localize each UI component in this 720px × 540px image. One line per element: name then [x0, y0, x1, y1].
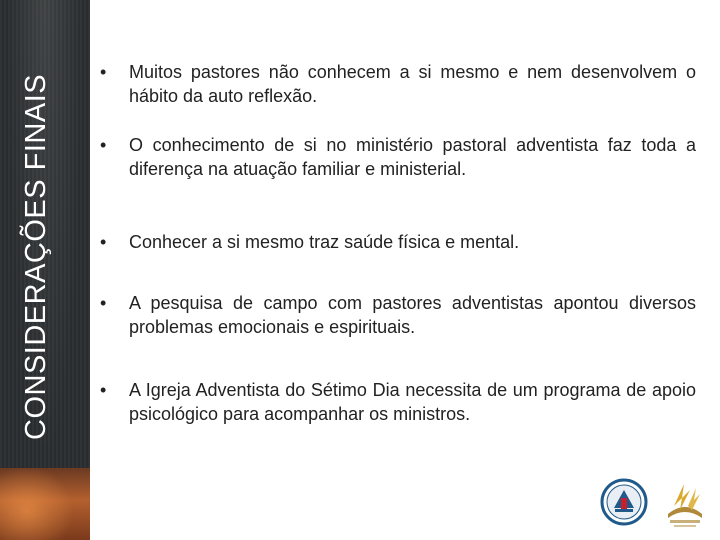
- bullet-text: A pesquisa de campo com pastores adventistas apontou diversos problemas emocionais e espirituais.: [129, 293, 696, 337]
- bullet-text: A Igreja Adventista do Sétimo Dia necessita de um programa de apoio psicológico para acompanhar os ministros.: [129, 380, 696, 424]
- slide-title: CONSIDERAÇÕES FINAIS: [20, 73, 52, 440]
- sidebar-accent-block: [0, 468, 90, 540]
- bullet-text: Muitos pastores não conhecem a si mesmo e nem desenvolvem o hábito da auto reflexão.: [129, 62, 696, 106]
- bullet-item: [100, 60, 696, 108]
- bullet-dot: •: [100, 380, 107, 400]
- bullet-item: [100, 133, 696, 181]
- institution-seal-icon: [600, 478, 648, 526]
- bullet-item: [100, 378, 696, 426]
- bullet-dot: •: [100, 135, 107, 155]
- bullet-item: [100, 230, 696, 254]
- bullet-text: Conhecer a si mesmo traz saúde física e mental.: [129, 232, 520, 252]
- bullet-item: [100, 291, 696, 339]
- bullet-dot: •: [100, 232, 107, 252]
- adventist-church-logo-icon: [660, 476, 710, 532]
- bullet-dot: •: [100, 293, 107, 313]
- bullet-dot: •: [100, 62, 107, 82]
- bullet-text: O conhecimento de si no ministério pastoral adventista faz toda a diferença na atuação familiar e ministerial.: [129, 135, 696, 179]
